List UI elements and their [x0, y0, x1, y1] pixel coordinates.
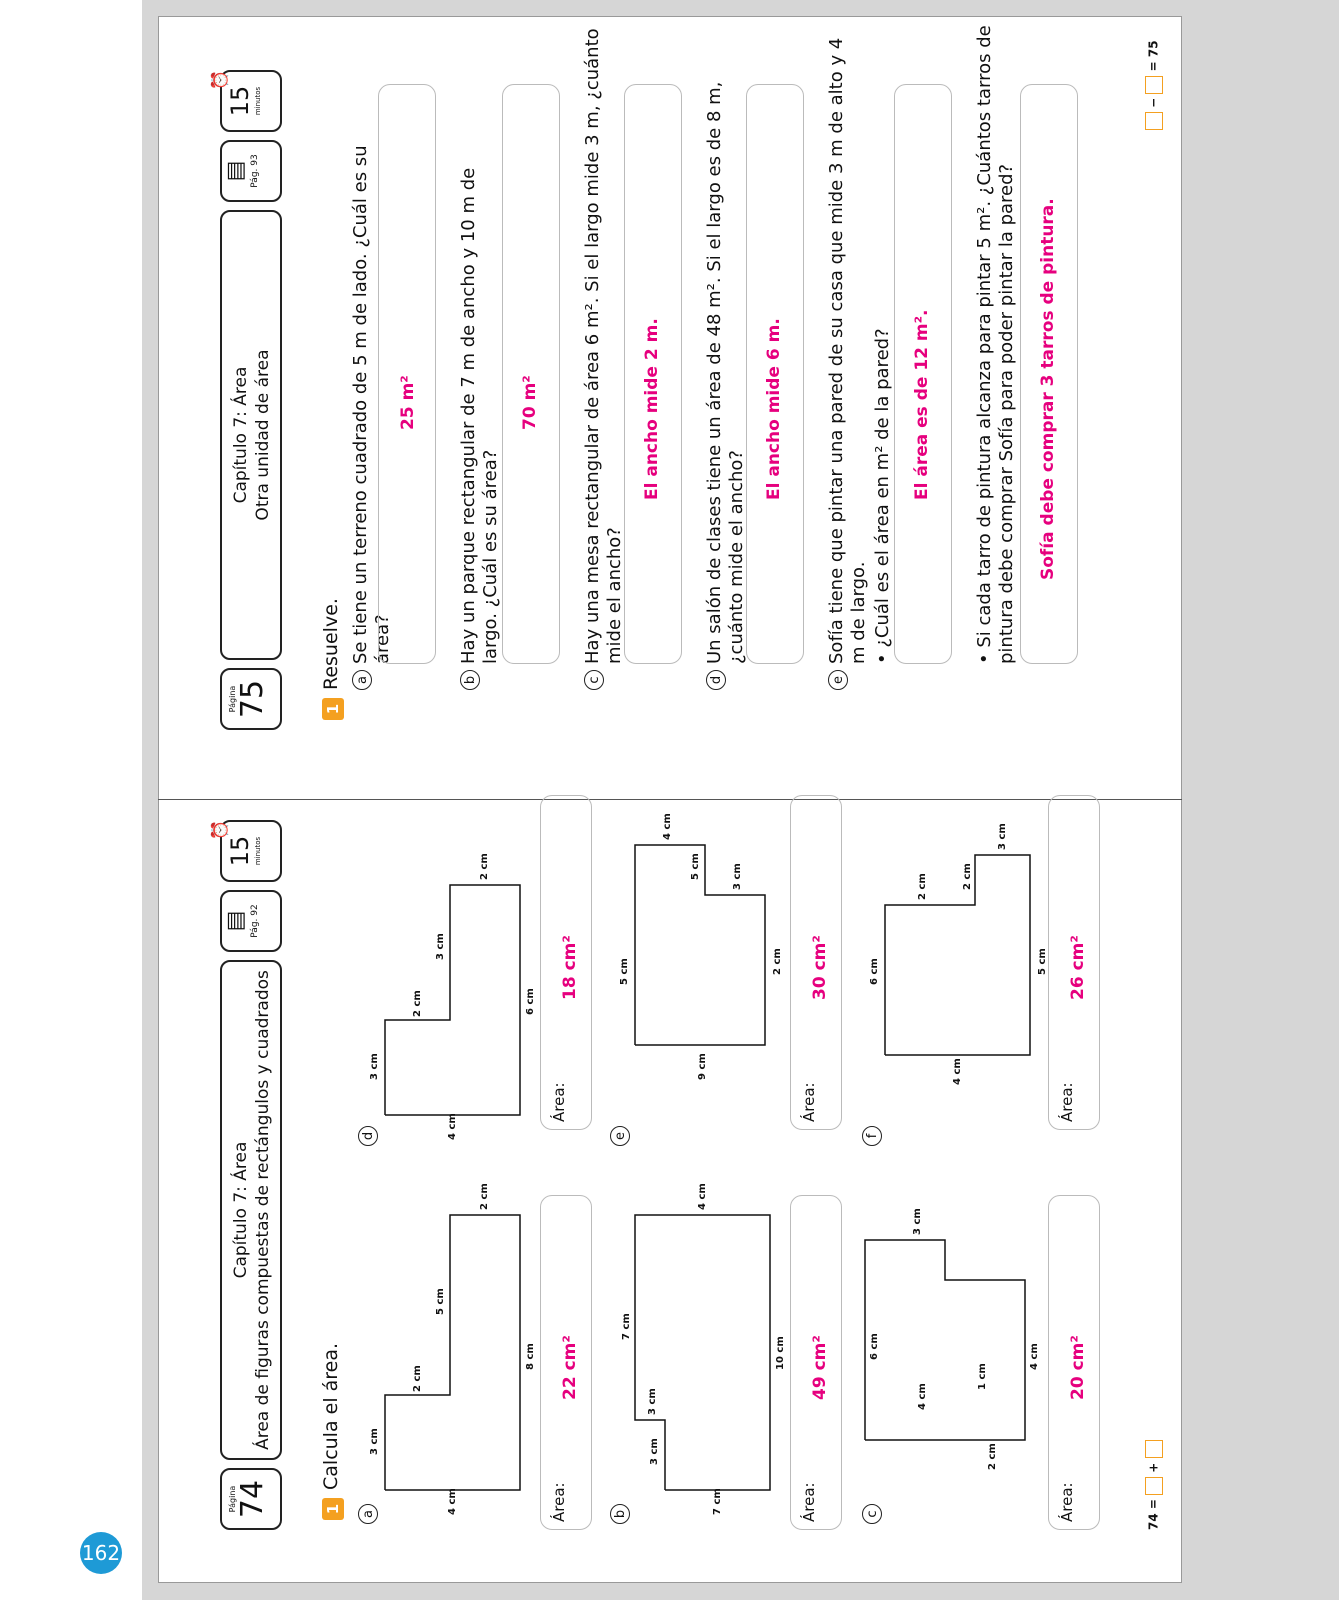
book-icon: ▤	[223, 910, 248, 932]
dim-label: 2 cm	[479, 1183, 490, 1210]
chapter-title-box	[220, 960, 282, 1460]
dim-label: 4 cm	[447, 1113, 458, 1140]
dim-label: 4 cm	[697, 1183, 708, 1210]
dim-label: 3 cm	[649, 1438, 660, 1465]
figure-d-letter: d	[358, 1126, 378, 1146]
dim-label: 2 cm	[962, 863, 973, 890]
dim-label: 7 cm	[712, 1488, 723, 1515]
answer-d: El ancho mide 6 m.	[764, 318, 784, 500]
answer-e1: El área es de 12 m².	[912, 309, 932, 500]
question-e-sub1: • ¿Cuál es el área en m² de la pared?	[872, 328, 893, 664]
book-icon: ▤	[223, 160, 248, 182]
bottom-gray-margin	[142, 1583, 1192, 1600]
dim-label: 6 cm	[525, 988, 536, 1015]
answer-f: 26 cm²	[1068, 935, 1088, 1000]
question-a-letter: a	[352, 670, 372, 690]
dim-label: 9 cm	[697, 1053, 708, 1080]
dim-label: 5 cm	[435, 1288, 446, 1315]
dim-label: 3 cm	[369, 1428, 380, 1455]
dim-label: 4 cm	[1029, 1343, 1040, 1370]
figure-a	[365, 1183, 536, 1515]
question-e-letter: e	[828, 670, 848, 690]
question-c-letter: c	[584, 670, 604, 690]
question-d-letter: d	[706, 670, 726, 690]
dim-label: 4 cm	[917, 1383, 928, 1410]
timer-box: 15 minutos	[220, 70, 282, 132]
dim-label: 3 cm	[997, 823, 1008, 850]
dim-label: 4 cm	[662, 813, 673, 840]
answer-b: 49 cm²	[810, 1335, 830, 1400]
dim-label: 2 cm	[772, 948, 783, 975]
chapter-title: Capítulo 7: Área	[231, 1141, 251, 1279]
page-number-badge: 162	[80, 1532, 122, 1574]
left-gray-margin	[142, 0, 158, 1600]
left-page	[210, 750, 1230, 1530]
dim-label: 5 cm	[619, 958, 630, 985]
chapter-title: Capítulo 7: Área	[231, 366, 251, 504]
dim-label: 4 cm	[447, 1488, 458, 1515]
dim-label: 3 cm	[369, 1053, 380, 1080]
footer-equation: − = 75	[1145, 40, 1163, 130]
page-number-box: Página 75	[220, 668, 282, 730]
timer-box: 15 minutos	[220, 820, 282, 882]
textbook-reference-box: ▤ Pág. 92	[220, 890, 282, 952]
area-label: Área:	[800, 1082, 818, 1122]
blank-square	[1145, 112, 1163, 130]
dim-label: 5 cm	[690, 853, 701, 880]
dim-label: 3 cm	[732, 863, 743, 890]
answer-a: 22 cm²	[560, 1335, 580, 1400]
dim-label: 6 cm	[869, 958, 880, 985]
dim-label: 2 cm	[917, 873, 928, 900]
area-label: Área:	[1058, 1482, 1076, 1522]
lesson-subtitle: Área de figuras compuestas de rectángulos y cuadrados	[253, 970, 273, 1450]
section-number: 1	[322, 1498, 344, 1520]
section-number: 1	[322, 698, 344, 720]
area-label: Área:	[800, 1482, 818, 1522]
figure-d	[365, 775, 536, 1140]
area-label: Área:	[550, 1482, 568, 1522]
dim-label: 3 cm	[435, 933, 446, 960]
dim-label: 2 cm	[479, 853, 490, 880]
answer-b: 70 m²	[520, 375, 540, 430]
figure-a-letter: a	[358, 1504, 378, 1524]
dim-label: 2 cm	[987, 1443, 998, 1470]
footer-equation: 74 = +	[1145, 1440, 1163, 1530]
chapter-title-box	[220, 210, 282, 660]
figure-f-letter: f	[862, 1126, 882, 1146]
dim-label: 8 cm	[525, 1343, 536, 1370]
answer-e: 30 cm²	[810, 935, 830, 1000]
figure-e-letter: e	[610, 1126, 630, 1146]
blank-square	[1145, 1440, 1163, 1458]
figure-c	[865, 1190, 1040, 1510]
blank-square	[1145, 1477, 1163, 1495]
question-c-text: Hay una mesa rectangular de área 6 m². Si el largo mide 3 m, ¿cuánto mide el ancho?	[582, 28, 625, 664]
dim-label: 1 cm	[977, 1363, 988, 1390]
dim-label: 5 cm	[1037, 948, 1048, 975]
answer-d: 18 cm²	[560, 935, 580, 1000]
answer-box-b	[502, 84, 560, 664]
question-b-text: Hay un parque rectangular de 7 m de ancho y 10 m de largo. ¿Cuál es su área?	[458, 167, 501, 664]
figure-f	[865, 775, 1048, 1135]
instruction-text: Calcula el área.	[320, 1342, 342, 1490]
blank-square	[1145, 76, 1163, 94]
dim-label: 3 cm	[647, 1388, 658, 1415]
answer-a: 25 m²	[398, 375, 418, 430]
question-d-text: Un salón de clases tiene un área de 48 m². Si el largo es de 8 m, ¿cuánto mide el ancho?	[704, 81, 747, 664]
question-b-letter: b	[460, 670, 480, 690]
dim-label: 4 cm	[952, 1058, 963, 1085]
question-e-text: Sofía tiene que pintar una pared de su casa que mide 3 m de alto y 4 m de largo.	[826, 37, 869, 664]
area-label: Área:	[1058, 1082, 1076, 1122]
answer-e2: Sofía debe comprar 3 tarros de pintura.	[1038, 198, 1058, 580]
figure-b-letter: b	[610, 1504, 630, 1524]
dim-label: 3 cm	[912, 1208, 923, 1235]
answer-c: 20 cm²	[1068, 1335, 1088, 1400]
dim-label: 10 cm	[775, 1336, 786, 1370]
page-number-box: Página 74	[220, 1468, 282, 1530]
alarm-clock-icon: ⏰	[210, 70, 229, 90]
figure-e	[615, 775, 785, 1135]
answer-c: El ancho mide 2 m.	[642, 318, 662, 500]
alarm-clock-icon: ⏰	[210, 820, 229, 840]
figure-b	[615, 1183, 786, 1515]
textbook-reference-box: ▤ Pág. 93	[220, 140, 282, 202]
right-page	[210, 0, 1230, 730]
question-e-sub2: • Si cada tarro de pintura alcanza para pintar 5 m². ¿Cuántos tarros de pintura debe comprar Sofía para poder pintar la pared?	[974, 25, 1017, 664]
figure-c-letter: c	[862, 1504, 882, 1524]
question-a-text: Se tiene un terreno cuadrado de 5 m de lado. ¿Cuál es su área?	[350, 145, 393, 664]
instruction-text: Resuelve.	[320, 598, 342, 690]
lesson-subtitle: Otra unidad de área	[253, 349, 273, 521]
dim-label: 2 cm	[412, 1365, 423, 1392]
area-label: Área:	[550, 1082, 568, 1122]
dim-label: 7 cm	[621, 1313, 632, 1340]
dim-label: 2 cm	[412, 990, 423, 1017]
answer-box-a	[378, 84, 436, 664]
dim-label: 6 cm	[869, 1333, 880, 1360]
